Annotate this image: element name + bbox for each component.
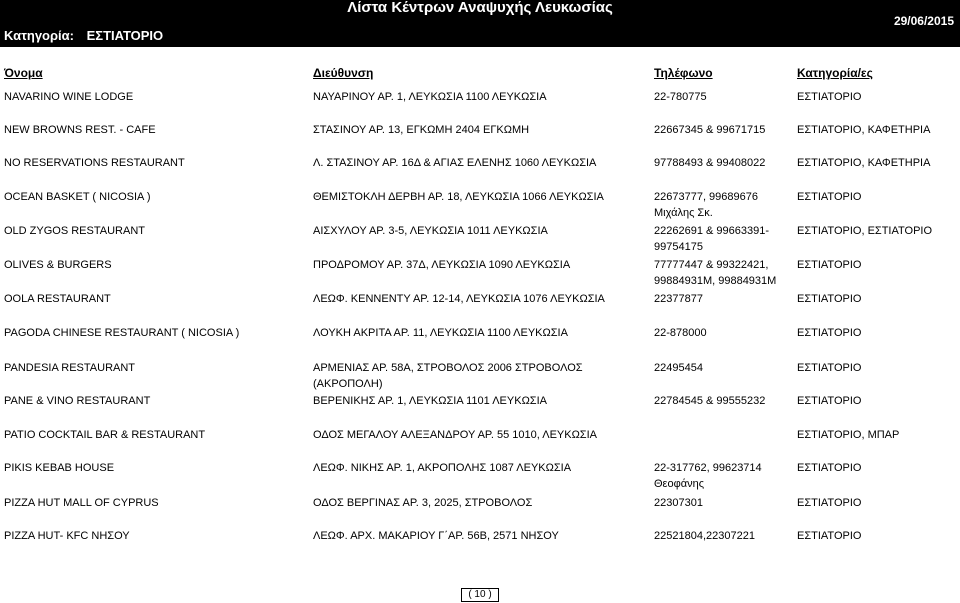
table-row [0, 460, 960, 490]
venue-category [797, 360, 861, 376]
venue-name [4, 291, 111, 307]
venue-category [797, 122, 930, 138]
venue-name-line1: NO RESERVATIONS RESTAURANT [4, 157, 185, 169]
venue-address-line1: ΑΡΜΕΝΙΑΣ ΑΡ. 58Α, ΣΤΡΟΒΟΛΟΣ 2006 ΣΤΡΟΒΟΛΟΣ [313, 362, 583, 374]
venue-name-line1: NAVARINO WINE LODGE [4, 91, 134, 103]
venue-category [797, 495, 861, 511]
venue-name-line1: OLD ZYGOS RESTAURANT [4, 225, 145, 237]
venue-phone [654, 495, 703, 511]
table-row [0, 393, 960, 423]
column-header-phone: Τηλέφωνο [654, 66, 713, 80]
venue-address-line1: ΒΕΡΕΝΙΚΗΣ ΑΡ. 1, ΛΕΥΚΩΣΙΑ 1101 ΛΕΥΚΩΣΙΑ [313, 395, 547, 407]
venue-category-line1: ΕΣΤΙΑΤΟΡΙΟ [797, 462, 862, 474]
venue-category-line1: ΕΣΤΙΑΤΟΡΙΟ [797, 327, 862, 339]
venue-address-line1: ΛΕΩΦ. ΑΡΧ. ΜΑΚΑΡΙΟΥ Γ΄ΑΡ. 56Β, 2571 ΝΗΣΟΥ [313, 530, 559, 542]
venue-phone [654, 89, 707, 105]
venue-address-line1: ΠΡΟΔΡΟΜΟΥ ΑΡ. 37Δ, ΛΕΥΚΩΣΙΑ 1090 ΛΕΥΚΩΣΙΑ [313, 259, 571, 271]
table-row [0, 155, 960, 185]
category-line [4, 28, 163, 43]
venue-category-line1: ΕΣΤΙΑΤΟΡΙΟ, ΚΑΦΕΤΗΡΙΑ [797, 124, 931, 136]
venue-name [4, 89, 133, 105]
venue-phone-line2: Μιχάλης Σκ. [654, 207, 713, 219]
venue-name-line1: OOLA RESTAURANT [4, 293, 111, 305]
venue-phone [654, 189, 758, 221]
venue-phone-line1: 22307301 [654, 497, 703, 509]
venue-category-line1: ΕΣΤΙΑΤΟΡΙΟ [797, 395, 862, 407]
venue-name [4, 122, 156, 138]
venue-address [313, 393, 547, 409]
table-row [0, 89, 960, 119]
venue-address [313, 223, 548, 239]
venue-address-line1: ΝΑΥΑΡΙΝΟΥ ΑΡ. 1, ΛΕΥΚΩΣΙΑ 1100 ΛΕΥΚΩΣΙΑ [313, 91, 547, 103]
venue-phone-line1: 22-878000 [654, 327, 707, 339]
venue-name [4, 427, 205, 443]
table-row [0, 427, 960, 457]
venue-phone-line2: 99884931M, 99884931M [654, 275, 777, 287]
venue-phone-line1: 22262691 & 99663391- [654, 225, 769, 237]
venue-phone [654, 360, 703, 376]
venue-phone [654, 325, 707, 341]
venue-phone-line1: 22784545 & 99555232 [654, 395, 766, 407]
venue-category [797, 189, 861, 205]
table-row [0, 257, 960, 287]
venue-name-line1: PIZZA HUT MALL OF CYPRUS [4, 497, 159, 509]
category-value: ΕΣΤΙΑΤΟΡΙΟ [86, 28, 164, 43]
venue-name [4, 460, 114, 476]
venue-phone [654, 393, 765, 409]
venue-phone-line1: 97788493 & 99408022 [654, 157, 766, 169]
venue-phone-line1: 22377877 [654, 293, 703, 305]
venue-address [313, 189, 604, 205]
venue-category [797, 427, 899, 443]
venue-address [313, 257, 570, 273]
venue-phone-line1: 22495454 [654, 362, 703, 374]
venue-name-line1: NEW BROWNS REST. - CAFE [4, 124, 156, 136]
venue-address-line1: ΛΕΩΦ. ΚΕΝΝΕΝΤΥ ΑΡ. 12-14, ΛΕΥΚΩΣΙΑ 1076 ΛΕΥΚΩΣΙΑ [313, 293, 605, 305]
venue-address-line1: ΣΤΑΣΙΝΟΥ ΑΡ. 13, ΕΓΚΩΜΗ 2404 ΕΓΚΩΜΗ [313, 124, 530, 136]
report-header [0, 0, 960, 47]
table-row [0, 528, 960, 558]
venue-phone-line2: 99754175 [654, 241, 703, 253]
venue-name-line1: OLIVES & BURGERS [4, 259, 112, 271]
venue-address [313, 122, 529, 138]
venue-address-line1: ΘΕΜΙΣΤΟΚΛΗ ΔΕΡΒΗ ΑΡ. 18, ΛΕΥΚΩΣΙΑ 1066 ΛΕΥΚΩΣΙΑ [313, 191, 604, 203]
venue-phone-line1: 22-780775 [654, 91, 707, 103]
report-date: 29/06/2015 [893, 14, 954, 28]
venue-phone [654, 223, 769, 255]
table-row [0, 325, 960, 355]
venue-category-line1: ΕΣΤΙΑΤΟΡΙΟ [797, 362, 862, 374]
venue-phone [654, 291, 703, 307]
venue-phone-line1: 22-317762, 99623714 [654, 462, 762, 474]
venue-name-line1: PAGODA CHINESE RESTAURANT ( NICOSIA ) [4, 327, 240, 339]
table-row [0, 291, 960, 321]
venue-phone [654, 528, 755, 544]
venue-category [797, 325, 861, 341]
venue-category-line1: ΕΣΤΙΑΤΟΡΙΟ [797, 191, 862, 203]
venue-category-line1: ΕΣΤΙΑΤΟΡΙΟ [797, 91, 862, 103]
table-row [0, 189, 960, 219]
venue-address [313, 291, 605, 307]
venue-name [4, 393, 150, 409]
venue-name [4, 155, 185, 171]
venue-name [4, 189, 151, 205]
venue-address [313, 495, 532, 511]
venue-address [313, 325, 568, 341]
venue-address [313, 360, 583, 392]
venue-address-line1: ΟΔΟΣ ΜΕΓΑΛΟΥ ΑΛΕΞΑΝΔΡΟΥ ΑΡ. 55 1010, ΛΕΥΚΩΣΙΑ [313, 429, 597, 441]
category-label: Κατηγορία: [4, 28, 74, 43]
column-header-name: Όνομα [4, 66, 43, 80]
venue-phone-line2: Θεοφάνης [654, 478, 704, 490]
venue-name [4, 495, 159, 511]
venue-category-line1: ΕΣΤΙΑΤΟΡΙΟ, ΕΣΤΙΑΤΟΡΙΟ [797, 225, 933, 237]
venue-category-line1: ΕΣΤΙΑΤΟΡΙΟ [797, 497, 862, 509]
venue-phone [654, 460, 762, 492]
venue-name [4, 257, 112, 273]
venue-name [4, 528, 130, 544]
report-title: Λίστα Κέντρων Αναψυχής Λευκωσίας [347, 0, 613, 16]
column-header-address: Διεύθυνση [313, 66, 374, 80]
venue-phone [654, 155, 765, 171]
venue-name-line1: PANDESIA RESTAURANT [4, 362, 136, 374]
venue-name-line1: PANE & VINO RESTAURANT [4, 395, 151, 407]
venue-category [797, 460, 861, 476]
venue-phone-line1: 77777447 & 99322421, [654, 259, 769, 271]
page-number: ( 10 ) [461, 588, 498, 602]
table-row [0, 495, 960, 525]
venue-address [313, 89, 547, 105]
venue-address [313, 528, 559, 544]
venue-category [797, 393, 861, 409]
venue-category-line1: ΕΣΤΙΑΤΟΡΙΟ [797, 293, 862, 305]
venue-category [797, 223, 932, 239]
venue-category-line1: ΕΣΤΙΑΤΟΡΙΟ [797, 530, 862, 542]
venue-phone [654, 257, 776, 289]
venue-name-line1: PATIO COCKTAIL BAR & RESTAURANT [4, 429, 206, 441]
venue-address-line1: Λ. ΣΤΑΣΙΝΟΥ ΑΡ. 16Δ & ΑΓΙΑΣ ΕΛΕΝΗΣ 1060 ΛΕΥΚΩΣΙΑ [313, 157, 597, 169]
table-row [0, 223, 960, 253]
page-footer [0, 588, 960, 602]
venue-phone-line1: 22521804,22307221 [654, 530, 755, 542]
venue-name [4, 360, 135, 376]
venue-address-line1: ΑΙΣΧΥΛΟΥ ΑΡ. 3-5, ΛΕΥΚΩΣΙΑ 1011 ΛΕΥΚΩΣΙΑ [313, 225, 548, 237]
venue-address [313, 155, 596, 171]
venue-name-line1: PIZZA HUT- KFC ΝΗΣΟΥ [4, 530, 130, 542]
venue-phone-line1: 22673777, 99689676 [654, 191, 758, 203]
table-row [0, 122, 960, 152]
venue-category [797, 257, 861, 273]
column-header-category: Κατηγορία/ες [797, 66, 873, 80]
table-row [0, 360, 960, 390]
venue-address-line1: ΟΔΟΣ ΒΕΡΓΙΝΑΣ ΑΡ. 3, 2025, ΣΤΡΟΒΟΛΟΣ [313, 497, 533, 509]
venue-name-line1: OCEAN BASKET ( NICOSIA ) [4, 191, 151, 203]
venue-address [313, 427, 597, 443]
venue-address [313, 460, 571, 476]
venue-name-line1: PIKIS KEBAB HOUSE [4, 462, 115, 474]
venue-category [797, 89, 861, 105]
venue-address-line1: ΛΕΩΦ. ΝΙΚΗΣ ΑΡ. 1, ΑΚΡΟΠΟΛΗΣ 1087 ΛΕΥΚΩΣΙΑ [313, 462, 572, 474]
venue-category-line1: ΕΣΤΙΑΤΟΡΙΟ, ΜΠΑΡ [797, 429, 900, 441]
venue-phone-line1: 22667345 & 99671715 [654, 124, 766, 136]
venue-category [797, 528, 861, 544]
venue-category-line1: ΕΣΤΙΑΤΟΡΙΟ [797, 259, 862, 271]
venue-name [4, 325, 239, 341]
venue-category [797, 155, 930, 171]
venue-category [797, 291, 861, 307]
venue-address-line1: ΛΟΥΚΗ ΑΚΡΙΤΑ ΑΡ. 11, ΛΕΥΚΩΣΙΑ 1100 ΛΕΥΚΩΣΙΑ [313, 327, 568, 339]
venue-address-line2: (ΑΚΡΟΠΟΛΗ) [313, 378, 383, 390]
venue-category-line1: ΕΣΤΙΑΤΟΡΙΟ, ΚΑΦΕΤΗΡΙΑ [797, 157, 931, 169]
venue-name [4, 223, 145, 239]
venue-phone [654, 122, 765, 138]
